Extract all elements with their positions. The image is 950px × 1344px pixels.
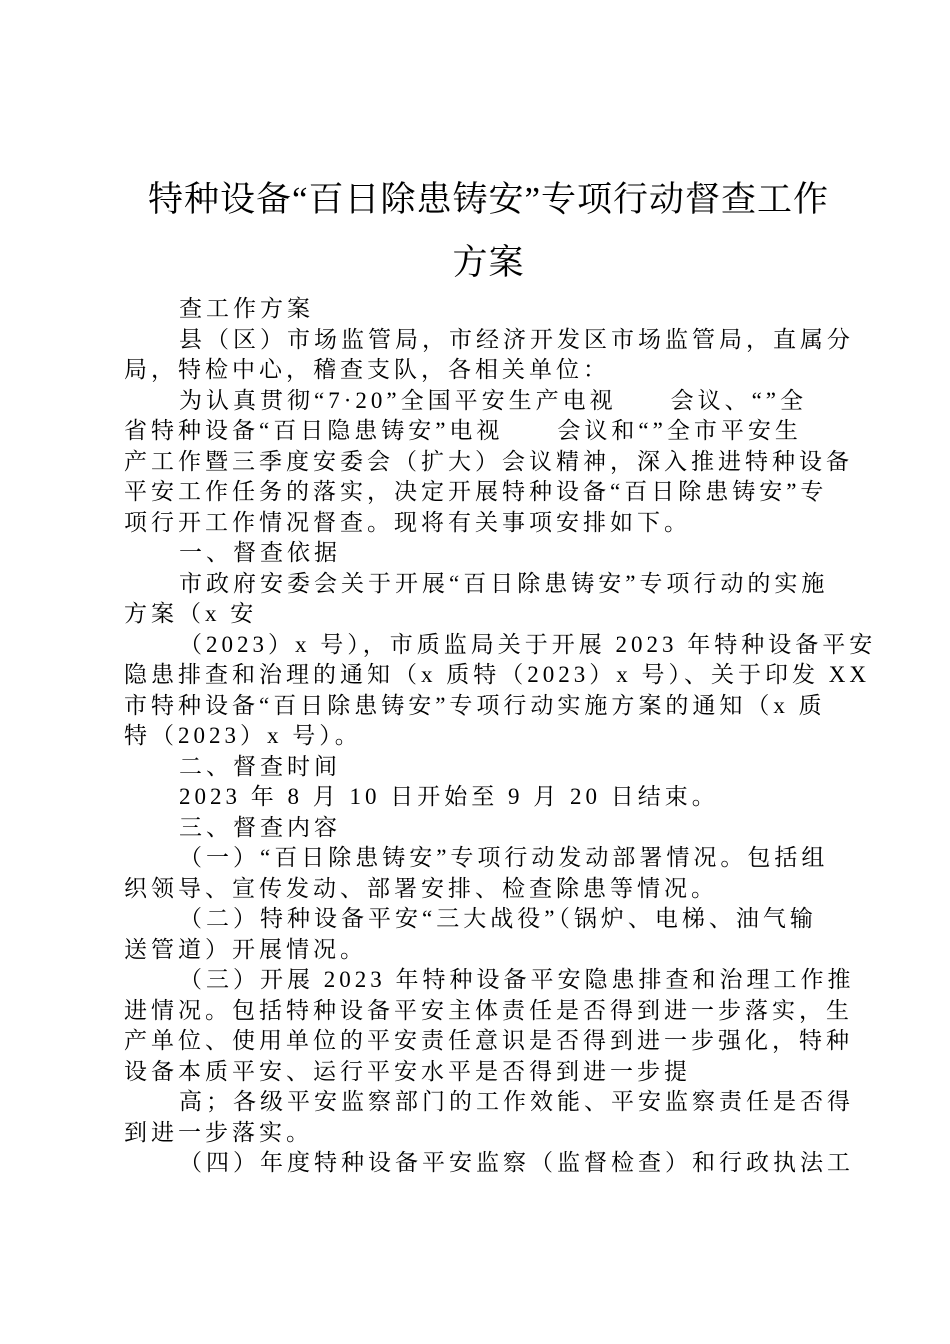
body-line: 市特种设备“百日除患铸安”专项行动实施方案的通知（x 质 — [124, 692, 826, 718]
body-line: 一、督查依据 — [179, 540, 341, 565]
body-line: 三、督查内容 — [179, 814, 341, 840]
body-line: 隐患排查和治理的通知（x 质特（2023）x 号）、关于印发 XX — [124, 662, 870, 687]
body-line: （四）年度特种设备平安监察（监督检查）和行政执法工 — [179, 1150, 854, 1175]
body-line: （一）“百日除患铸安”专项行动发动部署情况。包括组 — [179, 845, 829, 870]
body-line: 产单位、使用单位的平安责任意识是否得到进一步强化，特种 — [124, 1028, 853, 1053]
document-title — [124, 168, 853, 294]
body-line: 织领导、宣传发动、部署安排、检查除患等情况。 — [124, 875, 718, 901]
body-line: 为认真贯彻“7·20”全国平安生产电视 会议、“”全 — [179, 387, 807, 413]
document-body — [124, 294, 877, 1179]
body-line: 局，特检中心，稽查支队，各相关单位： — [124, 357, 610, 382]
body-line: 高；各级平安监察部门的工作效能、平安监察责任是否得 — [179, 1089, 854, 1114]
body-line: （三）开展 2023 年特种设备平安隐患排查和治理工作推 — [179, 967, 855, 992]
body-line: 进情况。包括特种设备平安主体责任是否得到进一步落实，生 — [124, 997, 853, 1023]
body-line: 产工作暨三季度安委会（扩大）会议精神，深入推进特种设备 — [124, 448, 853, 474]
document-title-line-1: 特种设备“百日除患铸安”专项行动督查工作 — [147, 180, 830, 219]
body-line: 县（区）市场监管局，市经济开发区市场监管局，直属分 — [179, 326, 854, 352]
body-line: 二、督查时间 — [179, 753, 341, 779]
body-line: 特（2023）x 号）。 — [124, 723, 362, 748]
body-line: 平安工作任务的落实，决定开展特种设备“百日除患铸安”专 — [124, 479, 828, 504]
body-line: （二）特种设备平安“三大战役”（锅炉、电梯、油气输 — [179, 906, 817, 931]
body-line: 送管道）开展情况。 — [124, 936, 367, 962]
body-line: 项行开工作情况督查。现将有关事项安排如下。 — [124, 509, 691, 535]
body-line: 设备本质平安、运行平安水平是否得到进一步提 — [124, 1058, 691, 1084]
body-line: 省特种设备“百日隐患铸安”电视 会议和“”全市平安生 — [124, 418, 802, 443]
body-line: （2023）x 号），市质监局关于开展 2023 年特种设备平安 — [179, 631, 877, 657]
body-line: 查工作方案 — [179, 296, 314, 321]
body-line: 到进一步落实。 — [124, 1119, 313, 1145]
body-line: 2023 年 8 月 10 日开始至 9 月 20 日结束。 — [179, 784, 719, 809]
body-line: 市政府安委会关于开展“百日除患铸安”专项行动的实施 — [179, 570, 829, 596]
body-line: 方案（x 安 — [124, 601, 258, 626]
document-title-line-2: 方案 — [452, 243, 525, 282]
